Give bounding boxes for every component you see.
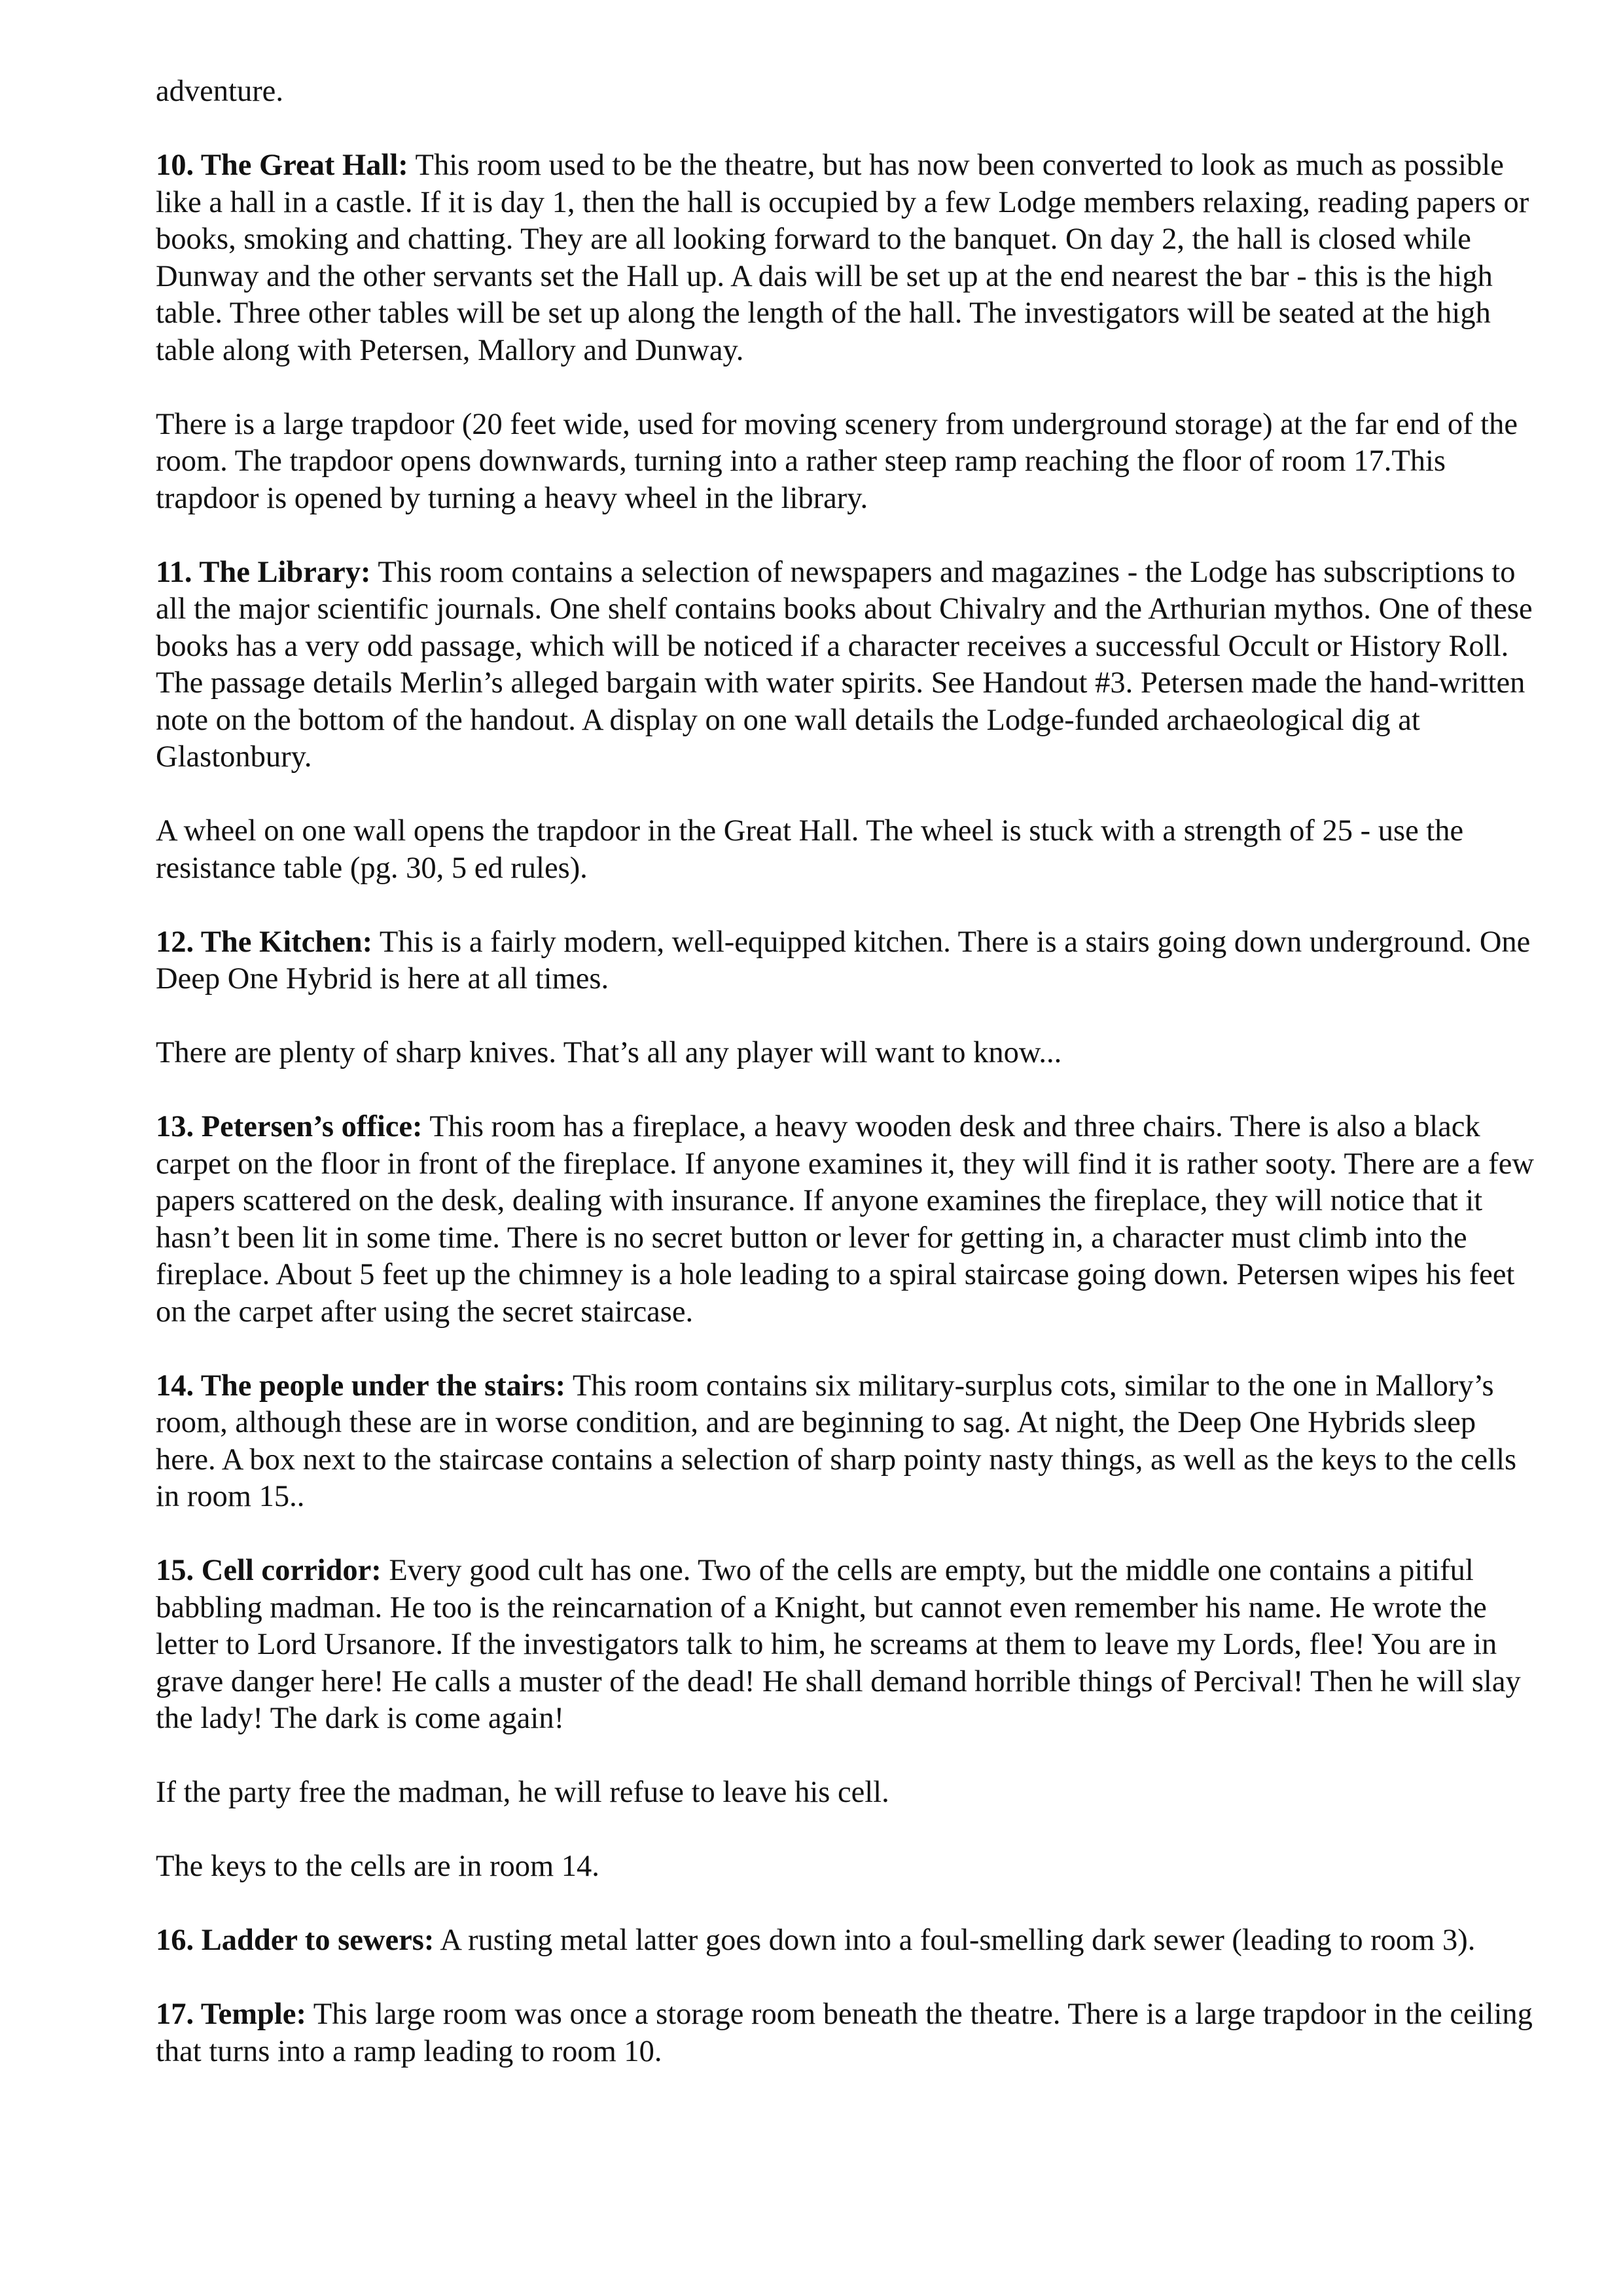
paragraph-text: Every good cult has one. Two of the cells are empty, but the middle one contains a pitiful babbling madman. He too is the reincarnation of a Knight, but cannot even remember his name. He wrote the letter to Lord Ursanore. If the investigators talk to him, he screams at them to leave my Lords, flee! You are in grave danger here! He calls a muster of the dead! He shall demand horrible things of Percival! Then he will slay the lady! The dark is come again! [156, 1554, 1521, 1735]
paragraph-temple [156, 1996, 1543, 2070]
paragraph-text: This room contains six military-surplus cots, similar to the one in Mallory’s room, although these are in worse condition, and are beginning to sag. At night, the Deep One Hybrids sleep here. A box next to the staircase contains a selection of sharp pointy nasty things, as well as the keys to the cells in room 15.. [156, 1369, 1517, 1513]
document-page [156, 73, 1543, 2108]
paragraph-text: A rusting metal latter goes down into a foul-smelling dark sewer (leading to room 3). [434, 1924, 1476, 1957]
room-heading: 12. The Kitchen: [156, 925, 373, 959]
paragraph-library [156, 554, 1543, 776]
paragraph-great-hall [156, 147, 1543, 369]
paragraph-text: This room has a fireplace, a heavy wooden desk and three chairs. There is also a black carpet on the floor in front of the fireplace. If anyone examines it, they will find it is rather sooty. There are a few papers scattered on the desk, dealing with insurance. If anyone examines the fireplace, they will notice that it hasn’t been lit in some time. There is no secret button or lever for getting in, a character must climb into the fireplace. About 5 feet up the chimney is a hole leading to a spiral staircase going down. Petersen wipes his feet on the carpet after using the secret staircase. [156, 1110, 1534, 1329]
paragraph-text: There are plenty of sharp knives. That’s all any player will want to know... [156, 1036, 1062, 1069]
paragraph-text: This room contains a selection of newspapers and magazines - the Lodge has subscriptions to all the major scientific journals. One shelf contains books about Chivalry and the Arthurian mythos. One of these books has a very odd passage, which will be noticed if a character receives a successful Occult or History Roll. The passage details Merlin’s alleged bargain with water spirits. See Handout #3. Petersen made the hand-written note on the bottom of the handout. A display on one wall details the Lodge-funded archaeological dig at Glastonbury. [156, 555, 1533, 774]
paragraph-text: If the party free the madman, he will refuse to leave his cell. [156, 1776, 889, 1809]
paragraph-library-wheel [156, 813, 1543, 887]
paragraph-ladder-to-sewers [156, 1922, 1543, 1960]
paragraph-trapdoor [156, 406, 1543, 518]
room-heading: 15. Cell corridor: [156, 1554, 382, 1587]
paragraph-petersens-office [156, 1109, 1543, 1331]
room-heading: 14. The people under the stairs: [156, 1369, 566, 1403]
paragraph-text: This room used to be the theatre, but has now been converted to look as much as possible like a hall in a castle. If it is day 1, then the hall is occupied by a few Lodge members relaxing, reading papers or books, smoking and chatting. They are all looking forward to the banquet. On day 2, the hall is closed while Dunway and the other servants set the Hall up. A dais will be set up at the end nearest the bar - this is the high table. Three other tables will be set up along the length of the hall. The investigators will be seated at the high table along with Petersen, Mallory and Dunway. [156, 149, 1529, 367]
paragraph-cell-keys [156, 1848, 1543, 1886]
paragraph-continuation [156, 73, 1543, 111]
room-heading: 13. Petersen’s office: [156, 1110, 423, 1143]
room-heading: 11. The Library: [156, 555, 371, 589]
room-heading: 16. Ladder to sewers: [156, 1924, 435, 1957]
paragraph-text: This large room was once a storage room beneath the theatre. There is a large trapdoor in the ceiling that turns into a ramp leading to room 10. [156, 1998, 1533, 2068]
paragraph-cell-corridor [156, 1552, 1543, 1738]
paragraph-people-under-stairs [156, 1368, 1543, 1516]
paragraph-madman-cell [156, 1774, 1543, 1812]
paragraph-text: This is a fairly modern, well-equipped kitchen. There is a stairs going down underground. One Deep One Hybrid is here at all times. [156, 925, 1531, 996]
paragraph-text: The keys to the cells are in room 14. [156, 1850, 599, 1883]
paragraph-text: There is a large trapdoor (20 feet wide, used for moving scenery from underground storage) at the far end of the room. The trapdoor opens downwards, turning into a rather steep ramp reaching the floor of room 17.This trapdoor is opened by turning a heavy wheel in the library. [156, 407, 1518, 515]
paragraph-text: adventure. [156, 75, 283, 108]
room-heading: 10. The Great Hall: [156, 149, 408, 182]
paragraph-text: A wheel on one wall opens the trapdoor in the Great Hall. The wheel is stuck with a strength of 25 - use the resistance table (pg. 30, 5 ed rules). [156, 814, 1464, 885]
room-heading: 17. Temple: [156, 1998, 306, 2031]
paragraph-kitchen [156, 924, 1543, 998]
paragraph-kitchen-knives [156, 1035, 1543, 1072]
